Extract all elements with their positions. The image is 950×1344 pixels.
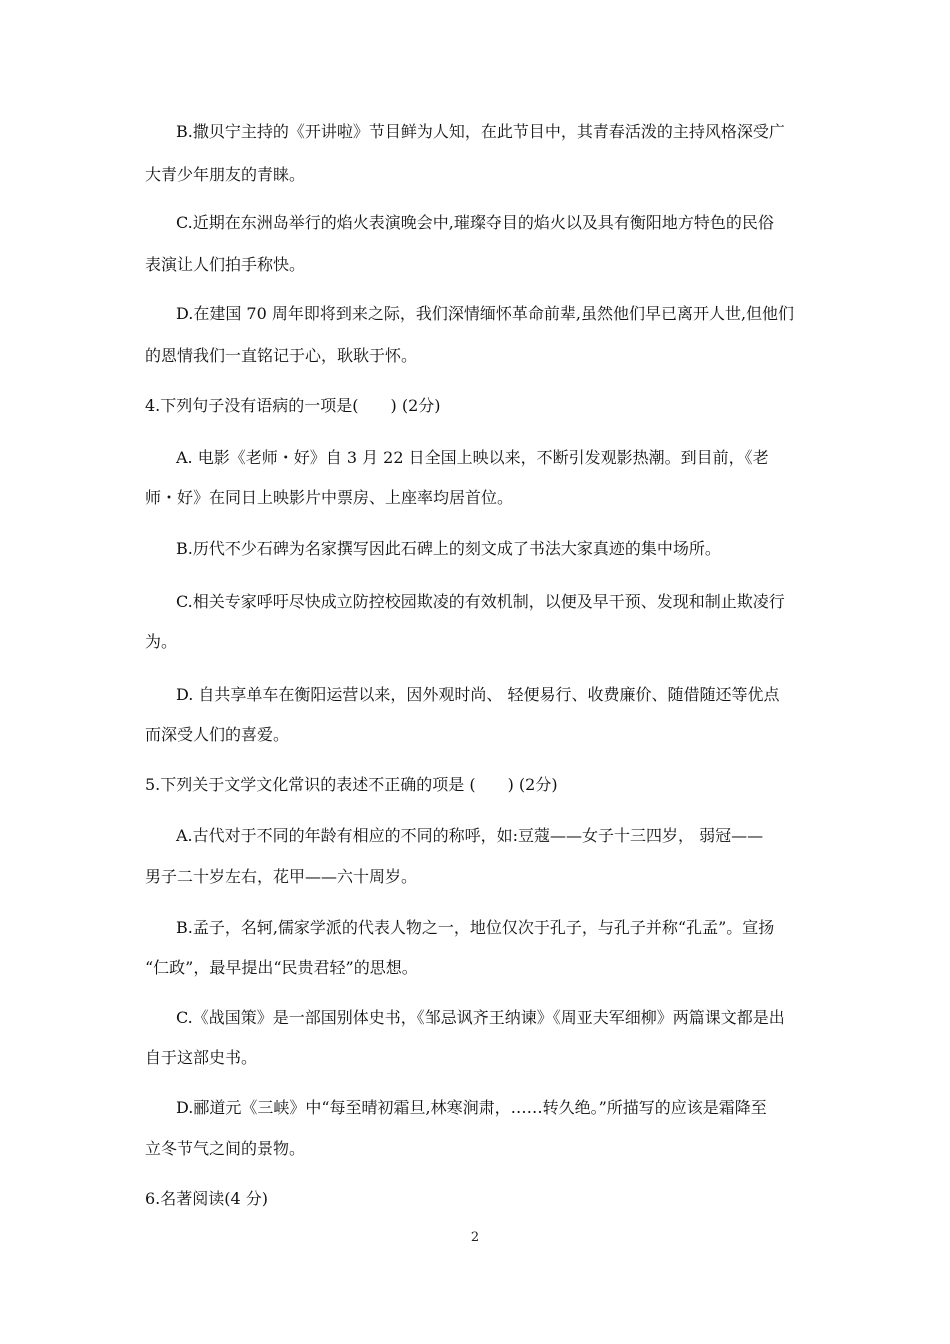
q4-option-c-line2: 为。	[145, 632, 178, 651]
q3-option-c-line1: C.近期在东洲岛举行的焰火表演晚会中,璀璨夺目的焰火以及具有衡阳地方特色的民俗	[176, 213, 774, 232]
q3-option-d-line2: 的恩情我们一直铭记于心，耿耿于怀。	[145, 346, 418, 365]
q3-option-c-line2: 表演让人们拍手称快。	[145, 255, 306, 274]
q4-option-c-line1: C.相关专家呼吁尽快成立防控校园欺凌的有效机制，以便及早干预、发现和制止欺凌行	[176, 592, 785, 611]
q5-option-a-line2: 男子二十岁左右，花甲——六十周岁。	[145, 867, 418, 886]
q5-option-c-line1: C.《战国策》是一部国别体史书，《邹忌讽齐王纳谏》《周亚夫军细柳》两篇课文都是出	[176, 1008, 785, 1027]
q4-option-d-line1: D. 自共享单车在衡阳运营以来，因外观时尚、 轻便易行、收费廉价、随借随还等优点	[176, 685, 780, 704]
q4-option-d-line2: 而深受人们的喜爱。	[145, 725, 290, 744]
q3-option-d-line1: D.在建国 70 周年即将到来之际，我们深情缅怀革命前辈,虽然他们早已离开人世,但他们	[176, 304, 795, 323]
q4-question: 4.下列句子没有语病的一项是( ) (2分)	[145, 396, 441, 415]
page-number: 2	[470, 1230, 480, 1245]
q3-option-b-line2: 大青少年朋友的青睐。	[145, 165, 306, 184]
q5-option-c-line2: 自于这部史书。	[145, 1048, 258, 1067]
q5-option-b-line2: “仁政”，最早提出“民贵君轻”的思想。	[145, 958, 418, 977]
q5-question: 5.下列关于文学文化常识的表述不正确的项是 ( ) (2分)	[145, 775, 558, 794]
q4-option-a-line2: 师・好》在同日上映影片中票房、上座率均居首位。	[145, 488, 514, 507]
q5-option-b-line1: B.孟子，名轲,儒家学派的代表人物之一，地位仅次于孔子，与孔子并称“孔孟”。宣扬	[176, 918, 775, 937]
q5-option-d-line1: D.郦道元《三峡》中“每至晴初霜旦,林寒涧肃，……转久绝。”所描写的应该是霜降至	[176, 1098, 767, 1117]
q4-option-b: B.历代不少石碑为名家撰写因此石碑上的刻文成了书法大家真迹的集中场所。	[176, 539, 721, 558]
q5-option-d-line2: 立冬节气之间的景物。	[145, 1139, 306, 1158]
q5-option-a-line1: A.古代对于不同的年龄有相应的不同的称呼，如:豆蔻——女子十三四岁， 弱冠——	[176, 826, 764, 845]
q6-question: 6.名著阅读(4 分)	[145, 1189, 269, 1208]
q4-option-a-line1: A. 电影《老师・好》自 3 月 22 日全国上映以来，不断引发观影热潮。到目前，《老	[176, 448, 769, 467]
q3-option-b-line1: B.撒贝宁主持的《开讲啦》节目鲜为人知，在此节目中，其青春活泼的主持风格深受广	[176, 122, 785, 141]
